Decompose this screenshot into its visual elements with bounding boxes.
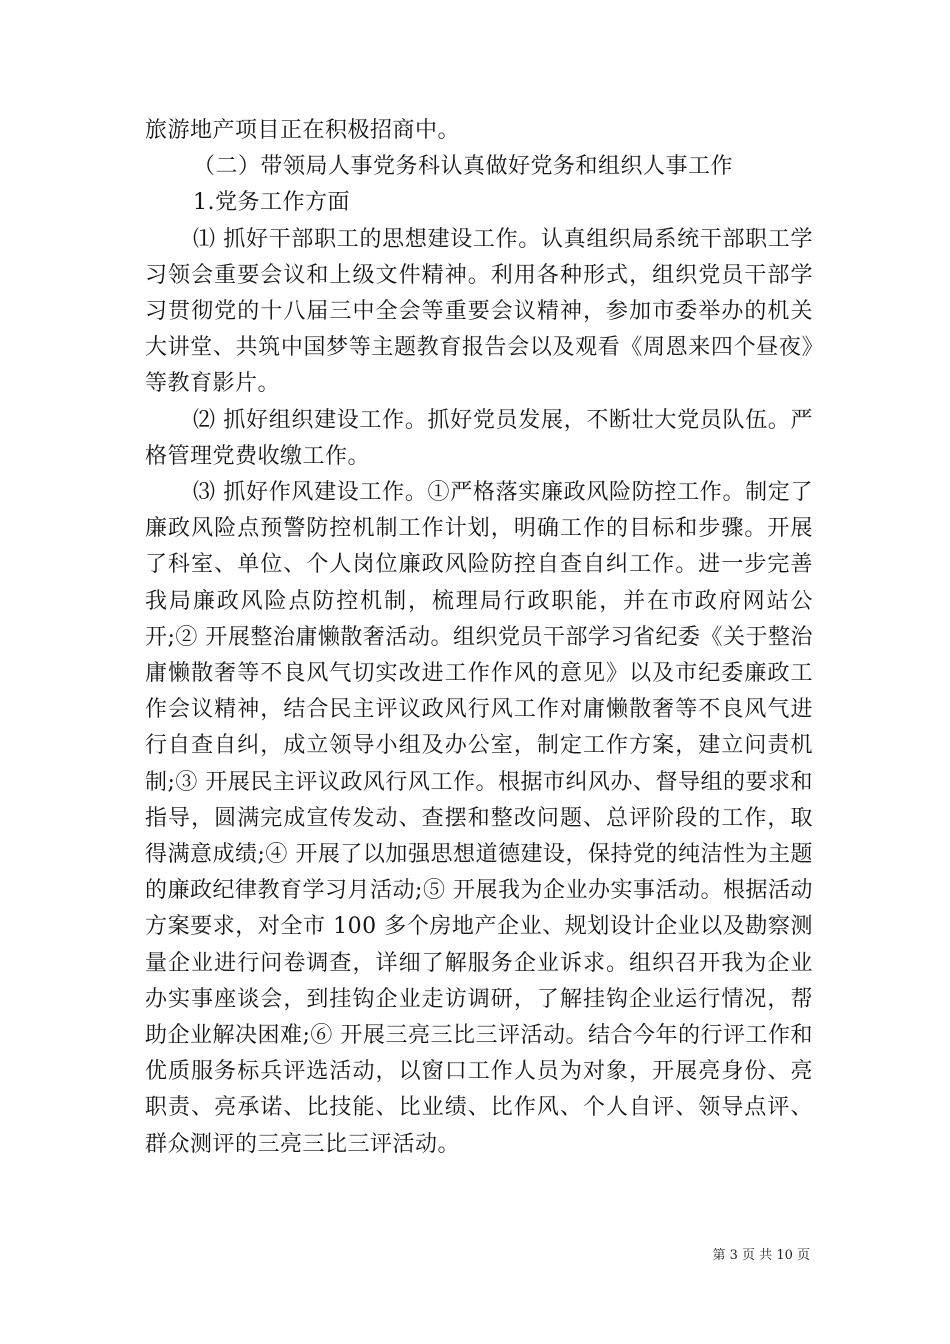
paragraph-continuation: 旅游地产项目正在积极招商中。 — [145, 118, 461, 143]
paragraph-work-style: ⑶ 抓好作风建设工作。①严格落实廉政风险防控工作。制定了廉政风险点预警防控机制工作计划，明确工作的目标和步骤。开展了科室、单位、个人岗位廉政风险防控自查自纠工作。进一步完善我局廉政风险点防控机制，梳理局行政职能，并在市政府网站公开;② 开展整治庸懒散奢活动。组织党员干部学习省纪委《关于整治庸懒散奢等不良风气切实改进工作作风的意见》以及市纪委廉政工作会议精神，结合民主评议政风行风工作对庸懒散奢等不良风气进行自查自纠，成立领导小组及办公室，制定工作方案，建立问责机制;③ 开展民主评议政风行风工作。根据市纠风办、督导组的要求和指导，圆满完成宣传发动、查摆和整改问题、总评阶段的工作，取得满意成绩;④ 开展了以加强思想道德建设，保持党的纯洁性为主题的廉政纪律教育学习月活动;⑤ 开展我为企业办实事活动。根据活动方案要求，对全市 100 多个房地产企业、规划设计企业以及勘察测量企业进行问卷调查，详细了解服务企业诉求。组织召开我为企业办实事座谈会，到挂钩企业走访调研，了解挂钩企业运行情况，帮助企业解决困难;⑥ 开展三亮三比三评活动。结合今年的行评工作和优质服务标兵评选活动，以窗口工作人员为对象，开展亮身份、亮职责、亮承诺、比技能、比业绩、比作风、个人自评、领导点评、群众测评的三亮三比三评活动。 — [145, 480, 813, 1157]
paragraph-ideology: ⑴ 抓好干部职工的思想建设工作。认真组织局系统干部职工学习领会重要会议和上级文件精神。利用各种形式，组织党员干部学习贯彻党的十八届三中全会等重要会议精神，参加市委举办的机关大讲堂、共筑中国梦等主题教育报告会以及观看《周恩来四个昼夜》等教育影片。 — [145, 226, 813, 397]
subsection-heading: 1.党务工作方面 — [193, 190, 350, 216]
paragraph-organization: ⑵ 抓好组织建设工作。抓好党员发展，不断壮大党员队伍。严格管理党费收缴工作。 — [145, 407, 813, 469]
document-body — [145, 113, 813, 1163]
page-number: 第 3 页 共 10 页 — [712, 1248, 810, 1263]
section-heading: （二）带领局人事党务科认真做好党务和组织人事工作 — [193, 154, 734, 180]
